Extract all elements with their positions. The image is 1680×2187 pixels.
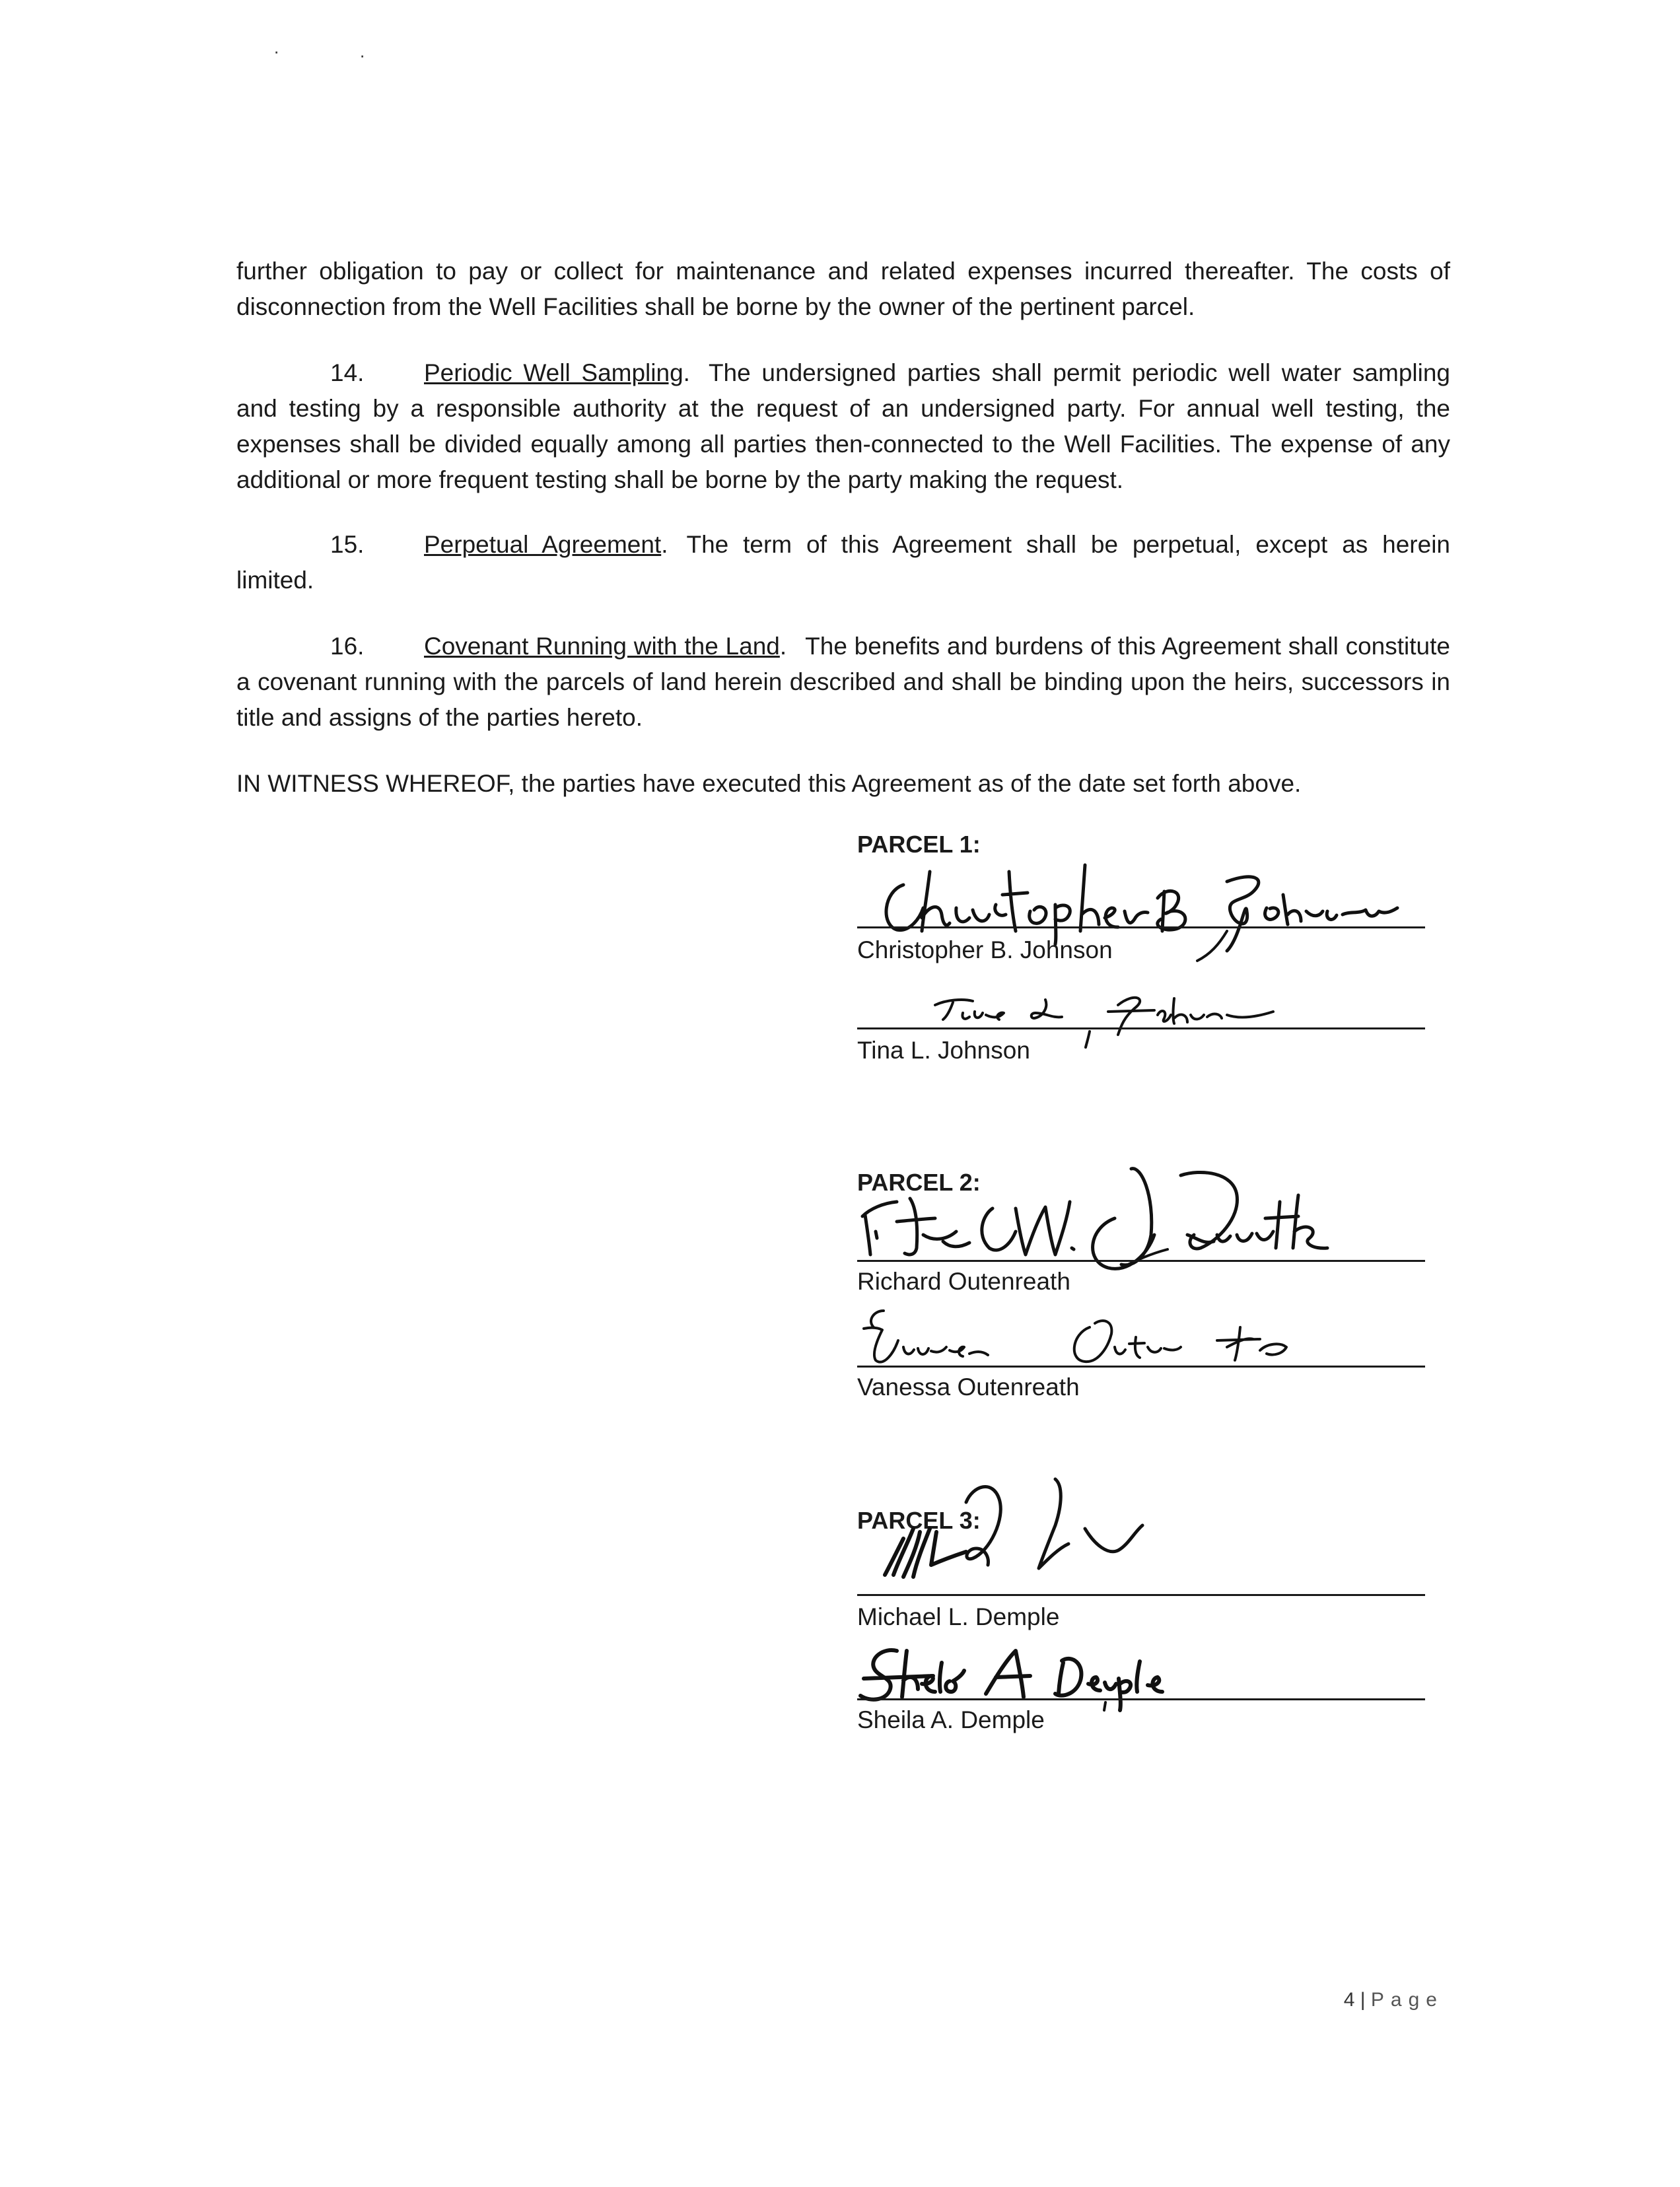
footer-separator: | (1360, 1989, 1366, 2011)
parcel-label: PARCEL 2: (857, 1169, 981, 1196)
page-number: 4 (1343, 1989, 1355, 2011)
scan-artifact-mark: · (359, 45, 366, 65)
handwritten-signature (857, 1301, 1425, 1373)
parcel-label: PARCEL 3: (857, 1507, 981, 1534)
signature-line (857, 926, 1425, 928)
signature-line (857, 1366, 1425, 1368)
handwritten-signature (857, 1466, 1425, 1598)
paragraph-heading: Perpetual Agreement (424, 531, 662, 558)
signature-line (857, 1594, 1425, 1596)
signer-name: Sheila A. Demple (857, 1706, 1045, 1733)
paragraph-heading: Periodic Well Sampling (424, 359, 683, 386)
paragraph-text: The undersigned parties shall permit periodic well water sampling and testing by a responsible authority at the request of an undersigned party. For annual well testing, the expenses shall be divided equally among all parties then-connected to the Well Facilities. The expense of any additional or more frequent testing shall be borne by the party making the request. (236, 359, 1450, 493)
page-footer (1344, 1989, 1444, 2011)
paragraph-16: 16. Covenant Running with the Land. The benefits and burdens of this Agreement shall constitute a covenant running with the parcels of land herein described and shall be binding upon the heirs, successors in title and assigns of the parties hereto. (236, 629, 1450, 736)
scan-artifact-mark: · (273, 41, 280, 61)
signer-name: Tina L. Johnson (857, 1037, 1030, 1064)
parcel-label: PARCEL 1: (857, 831, 981, 858)
signature-line (857, 1027, 1425, 1029)
paragraph-14: 14. Periodic Well Sampling. The undersigned parties shall permit periodic well water sampling and testing by a responsible authority at the request of an undersigned party. For annual well testing, the expenses shall be divided equally among all parties then-connected to the Well Facilities. The expense of any additional or more frequent testing shall be borne by the party making the request. (236, 355, 1450, 498)
paragraph-heading: Covenant Running with the Land (424, 633, 780, 660)
handwritten-signature (857, 845, 1425, 944)
signer-name: Christopher B. Johnson (857, 936, 1113, 963)
paragraph-number: 16. (330, 633, 365, 660)
witness-statement: IN WITNESS WHEREOF, the parties have executed this Agreement as of the date set forth above. (236, 770, 1302, 797)
signature-line (857, 1260, 1425, 1262)
paragraph-continuation: further obligation to pay or collect for maintenance and related expenses incurred thereafter. The costs of disconnection from the Well Facilities shall be borne by the owner of the pertinent parcel. (236, 258, 1450, 320)
signer-name: Vanessa Outenreath (857, 1373, 1080, 1401)
signature-line (857, 1698, 1425, 1700)
signer-name: Michael L. Demple (857, 1603, 1060, 1630)
paragraph-15: 15. Perpetual Agreement. The term of this Agreement shall be perpetual, except as herein limited. (236, 527, 1450, 598)
signer-name: Richard Outenreath (857, 1268, 1070, 1295)
paragraph-text: The term of this Agreement shall be perpetual, except as herein limited. (236, 531, 1450, 594)
paragraph-text: The benefits and burdens of this Agreement shall constitute a covenant running with the parcels of land herein described and shall be binding upon the heirs, successors in title and assigns of the parties hereto. (236, 633, 1450, 731)
page-word: Page (1370, 1989, 1444, 2011)
paragraph-number: 14. (330, 359, 365, 386)
paragraph-number: 15. (330, 531, 365, 558)
